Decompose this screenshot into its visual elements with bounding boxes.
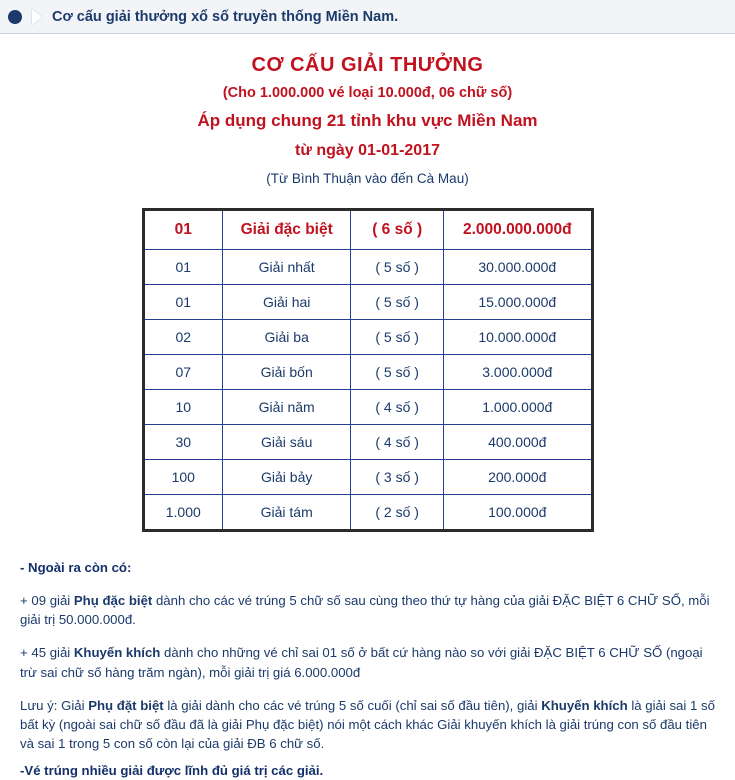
note-text: Lưu ý: Giải	[20, 697, 89, 713]
prize-digits: ( 4 số )	[351, 390, 444, 425]
note-paragraph-multiple-prizes: -Vé trúng nhiều giải được lĩnh đủ giá trị các giải.	[20, 763, 324, 779]
bullet-icon	[8, 10, 22, 24]
table-row	[143, 210, 592, 250]
prize-digits: ( 6 số )	[351, 210, 444, 250]
notes-lead: - Ngoài ra còn có:	[20, 560, 132, 575]
prize-count: 02	[143, 320, 223, 355]
title-subtitle-region: Áp dụng chung 21 tỉnh khu vực Miền Nam	[197, 111, 538, 130]
note-text: dành cho các vé trúng 5 chữ số sau cùng theo thứ tự hàng của giải ĐẶC BIỆT 6 CHỮ SỐ, mỗi giải trị 50.000.000đ.	[20, 593, 710, 628]
prize-name: Giải năm	[223, 390, 351, 425]
table-row	[143, 495, 592, 531]
title-block	[10, 54, 725, 186]
page-title: CƠ CẤU GIẢI THƯỞNG	[251, 54, 484, 76]
table-row	[143, 460, 592, 495]
prize-digits: ( 5 số )	[351, 355, 444, 390]
page-content	[0, 54, 735, 780]
prize-digits: ( 4 số )	[351, 425, 444, 460]
notes-section	[10, 558, 725, 780]
table-row	[143, 250, 592, 285]
prize-table-body	[143, 210, 592, 531]
title-subtitle-date: từ ngày 01-01-2017	[295, 142, 440, 159]
note-text: dành cho những vé chỉ sai 01 số ở bất cứ hàng nào so với giải ĐẶC BIỆT 6 CHỮ SỐ (ngoại trừ sai chữ số hàng trăm ngàn), mỗi giải trị giá 6.000.000đ	[20, 645, 703, 680]
page-header	[0, 0, 735, 34]
prize-name: Giải bảy	[223, 460, 351, 495]
prize-name: Giải tám	[223, 495, 351, 531]
note-text: là giải dành cho các vé trúng 5 số cuối (chỉ sai số đầu tiên), giải	[163, 697, 542, 713]
prize-count: 1.000	[143, 495, 223, 531]
prize-count: 10	[143, 390, 223, 425]
note-emphasis: Phụ đặt biệt	[88, 697, 164, 713]
table-row	[143, 355, 592, 390]
prize-digits: ( 3 số )	[351, 460, 444, 495]
prize-count: 01	[143, 250, 223, 285]
prize-count: 01	[143, 285, 223, 320]
prize-digits: ( 5 số )	[351, 320, 444, 355]
note-emphasis: Phụ đặc biệt	[73, 593, 153, 609]
prize-count: 07	[143, 355, 223, 390]
table-row	[143, 285, 592, 320]
prize-name: Giải đặc biệt	[223, 210, 351, 250]
prize-name: Giải hai	[223, 285, 351, 320]
prize-count: 01	[143, 210, 223, 250]
note-emphasis: Khuyến khích	[73, 645, 161, 661]
prize-count: 30	[143, 425, 223, 460]
prize-value: 400.000đ	[444, 425, 592, 460]
prize-value: 2.000.000.000đ	[444, 210, 592, 250]
prize-count: 100	[143, 460, 223, 495]
prize-value: 10.000.000đ	[444, 320, 592, 355]
prize-digits: ( 5 số )	[351, 250, 444, 285]
title-subtitle-ticket-info: (Cho 1.000.000 vé loại 10.000đ, 06 chữ số)	[222, 85, 513, 101]
prize-name: Giải sáu	[223, 425, 351, 460]
note-text: + 09 giải	[20, 593, 74, 609]
prize-value: 200.000đ	[444, 460, 592, 495]
prize-value: 100.000đ	[444, 495, 592, 531]
prize-value: 30.000.000đ	[444, 250, 592, 285]
prize-table-wrapper	[10, 208, 725, 532]
note-paragraph-special-extra	[20, 591, 717, 629]
table-row	[143, 425, 592, 460]
note-text: là giải sai 1 số bất kỳ (ngoài sai chữ số đầu đã là giải Phụ đặc biệt) nói một cách khác Giải khuyến khích là giải trúng con số đầu tiên và sai 1 trong 5 con số còn lại của giải ĐB 6 chữ số.	[20, 697, 715, 751]
chevron-right-icon	[32, 9, 42, 25]
prize-name: Giải bốn	[223, 355, 351, 390]
table-row	[143, 390, 592, 425]
note-text: + 45 giải	[20, 645, 74, 661]
prize-digits: ( 2 số )	[351, 495, 444, 531]
prize-value: 15.000.000đ	[444, 285, 592, 320]
title-note-area: (Từ Bình Thuận vào đến Cà Mau)	[266, 171, 469, 186]
prize-name: Giải nhất	[223, 250, 351, 285]
prize-value: 1.000.000đ	[444, 390, 592, 425]
note-paragraph-clarification	[20, 696, 717, 753]
note-paragraph-consolation	[20, 643, 717, 681]
prize-value: 3.000.000đ	[444, 355, 592, 390]
note-emphasis: Khuyến khích	[541, 697, 628, 713]
table-row	[143, 320, 592, 355]
prize-table	[142, 208, 594, 532]
prize-name: Giải ba	[223, 320, 351, 355]
prize-digits: ( 5 số )	[351, 285, 444, 320]
header-title: Cơ cấu giải thưởng xổ số truyền thống Miền Nam.	[52, 8, 399, 25]
